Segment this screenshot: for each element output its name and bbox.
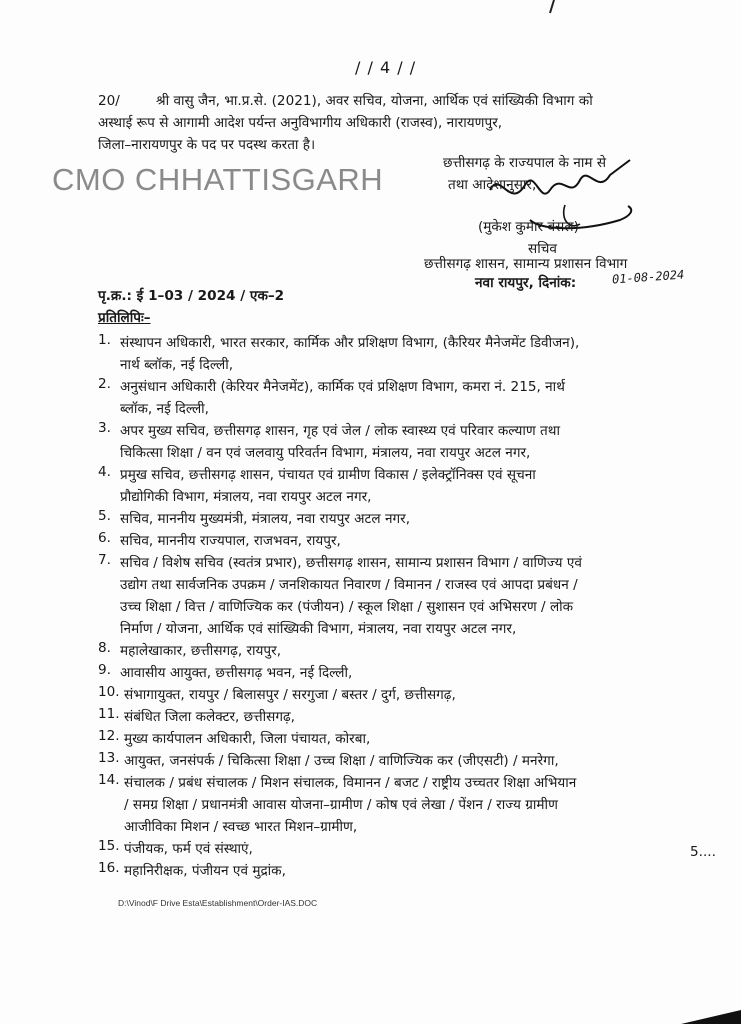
order-paragraph <box>98 90 708 156</box>
list-item: 8. महालेखाकार, छत्तीसगढ़, रायपुर, <box>98 640 282 659</box>
list-item: 16. महानिरीक्षक, पंजीयन एवं मुद्रांक, <box>98 860 286 879</box>
list-item: 15. पंजीयक, फर्म एवं संस्थाएं, <box>98 838 253 857</box>
list-item: 3. अपर मुख्य सचिव, छत्तीसगढ़ शासन, गृह एवं जेल / लोक स्वास्थ्य एवं परिवार कल्याण तथा चिकित्सा शिक्षा / वन एवं जलवायु परिवर्तन विभाग, मंत्रालय, नवा रायपुर अटल नगर, <box>98 420 560 461</box>
authority-line-2: तथा आदेशानुसार, <box>448 177 537 193</box>
signatory-designation: सचिव <box>528 241 557 257</box>
list-item: 5. सचिव, माननीय मुख्यमंत्री, मंत्रालय, नवा रायपुर अटल नगर, <box>98 508 411 527</box>
pen-mark <box>548 0 556 14</box>
copy-list <box>98 332 710 882</box>
list-item: 9. आवासीय आयुक्त, छत्तीसगढ़ भवन, नई दिल्ली, <box>98 662 353 681</box>
continued-marker: 5.... <box>690 844 716 860</box>
watermark: CMO CHHATTISGARH <box>52 162 384 197</box>
list-item: 6. सचिव, माननीय राज्यपाल, राजभवन, रायपुर, <box>98 530 341 549</box>
list-item: 11. संबंधित जिला कलेक्टर, छत्तीसगढ़, <box>98 706 295 725</box>
list-item: 2. अनुसंधान अधिकारी (केरियर मैनेजमेंट), कार्मिक एवं प्रशिक्षण विभाग, कमरा नं. 215, नार्थ ब्लॉक, नई दिल्ली, <box>98 376 565 417</box>
list-item: 14. संचालक / प्रबंध संचालक / मिशन संचालक, विमानन / बजट / राष्ट्रीय उच्चतर शिक्षा अभियान / समग्र शिक्षा / प्रधानमंत्री आवास योजना–ग्रामीण / कोष एवं लेखा / पेंशन / राज्य ग्रामीण आजीविका मिशन / स्वच्छ भारत मिशन–ग्रामीण, <box>98 772 577 835</box>
list-item: 7. सचिव / विशेष सचिव (स्वतंत्र प्रभार), छत्तीसगढ़ शासन, सामान्य प्रशासन विभाग / वाणिज्य एवं उद्योग तथा सार्वजनिक उपक्रम / जनशिकायत निवारण / विमानन / राजस्व एवं आपदा प्रबंधन / उच्च शिक्षा / वित्त / वाणिज्यिक कर (पंजीयन) / स्कूल शिक्षा / सुशासन एवं अभिसरण / लोक निर्माण / योजना, आर्थिक एवं सांख्यिकी विभाग, मंत्रालय, नवा रायपुर अटल नगर, <box>98 552 582 637</box>
list-item: 10. संभागायुक्त, रायपुर / बिलासपुर / सरगुजा / बस्तर / दुर्ग, छत्तीसगढ़, <box>98 684 456 703</box>
authority-block <box>443 152 606 196</box>
page-number: / / 4 / / <box>355 58 417 77</box>
order-line-1: 20/ श्री वासु जैन, भा.प्र.से. (2021), अवर सचिव, योजना, आर्थिक एवं सांख्यिकी विभाग को <box>98 90 708 112</box>
signatory-name: (मुकेश कुमार बंसल) <box>478 219 579 235</box>
order-line-2: अस्थाई रूप से आगामी आदेश पर्यन्त अनुविभागीय अधिकारी (राजस्व), नारायणपुर, <box>98 115 503 131</box>
list-item: 4. प्रमुख सचिव, छत्तीसगढ़ शासन, पंचायत एवं ग्रामीण विकास / इलेक्ट्रॉनिक्स एवं सूचना प्रौद्योगिकी विभाग, मंत्रालय, नवा रायपुर अटल नगर, <box>98 464 536 505</box>
authority-line-1: छत्तीसगढ़ के राज्यपाल के नाम से <box>443 155 607 171</box>
department: छत्तीसगढ़ शासन, सामान्य प्रशासन विभाग <box>424 256 628 272</box>
corner-shadow <box>681 1010 741 1024</box>
order-line-3: जिला–नारायणपुर के पद पर पदस्थ करता है। <box>98 137 316 153</box>
place-date-label: नवा रायपुर, दिनांक: <box>475 275 577 291</box>
reference-number: पृ.क्र.: ई 1–03 / 2024 / एक–2 <box>98 288 285 304</box>
list-item: 1. संस्थापन अधिकारी, भारत सरकार, कार्मिक और प्रशिक्षण विभाग, (कैरियर मैनेजमेंट डिवीजन), नार्थ ब्लॉक, नई दिल्ली, <box>98 332 580 373</box>
handwritten-date: 01-08-2024 <box>611 267 685 287</box>
list-item: 13. आयुक्त, जनसंपर्क / चिकित्सा शिक्षा / उच्च शिक्षा / वाणिज्यिक कर (जीएसटी) / मनरेगा, <box>98 750 559 769</box>
file-path-footer: D:\Vinod\F Drive Esta\Establishment\Order-IAS.DOC <box>118 898 318 908</box>
copy-to-title: प्रतिलिपिः– <box>98 310 151 326</box>
order-number: 20/ <box>98 93 120 109</box>
list-item: 12. मुख्य कार्यपालन अधिकारी, जिला पंचायत, कोरबा, <box>98 728 371 747</box>
